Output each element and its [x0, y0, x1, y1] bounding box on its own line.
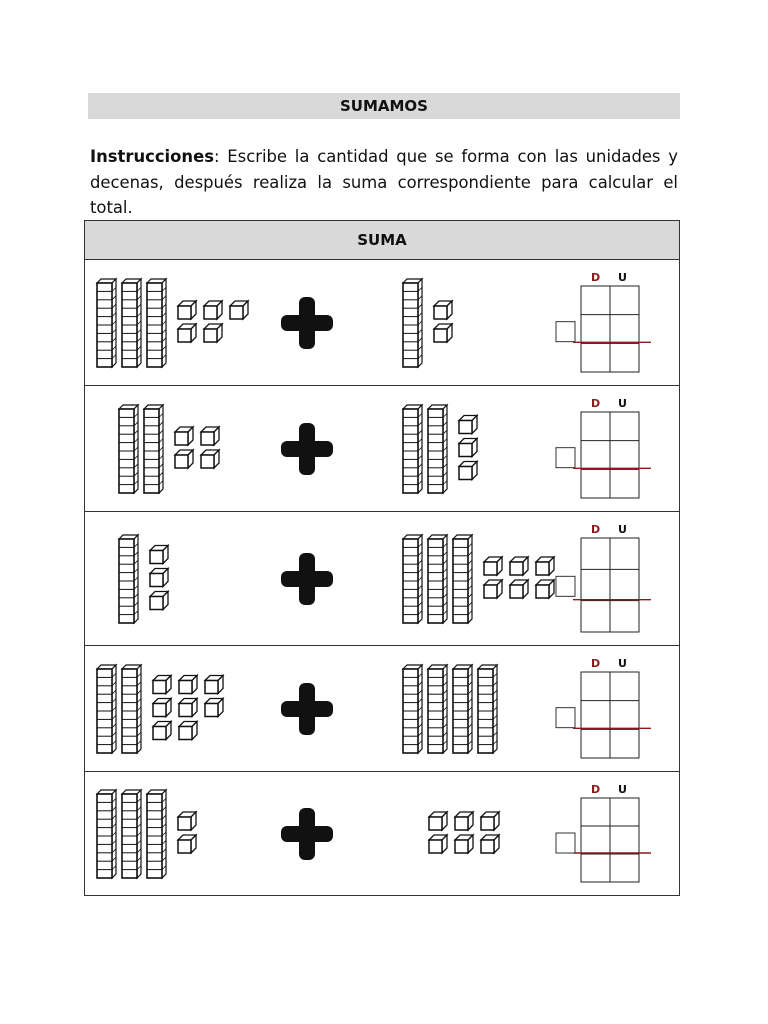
- ten-rod-block: [97, 279, 116, 367]
- plus-icon: [281, 553, 333, 605]
- unit-cube-block: [536, 580, 554, 598]
- unit-cube-block: [204, 301, 222, 319]
- unit-cube-block: [179, 722, 197, 740]
- ten-rod-block: [428, 665, 447, 753]
- answer-grid: [556, 271, 651, 372]
- ten-rod-block: [97, 665, 116, 753]
- worksheet-title: SUMAMOS: [88, 93, 680, 119]
- ten-rod-block: [403, 405, 422, 493]
- unit-cube-block: [455, 812, 473, 830]
- problem-row-3: [85, 512, 679, 646]
- ten-rod-block: [122, 665, 141, 753]
- unit-cube-block: [484, 557, 502, 575]
- unit-cube-block: [179, 676, 197, 694]
- unit-cube-block: [459, 439, 477, 457]
- units-label: U: [618, 523, 627, 536]
- unit-cube-block: [429, 812, 447, 830]
- carry-box: [556, 708, 575, 728]
- table-header: SUMA: [85, 221, 679, 260]
- unit-cube-block: [536, 557, 554, 575]
- unit-cube-block: [455, 835, 473, 853]
- ten-rod-block: [119, 535, 138, 623]
- answer-grid: [556, 657, 651, 758]
- plus-icon: [281, 423, 333, 475]
- unit-cube-block: [481, 835, 499, 853]
- unit-cube-block: [484, 580, 502, 598]
- answer-grid: [556, 523, 651, 632]
- unit-cube-block: [510, 580, 528, 598]
- addition-table: [84, 220, 680, 896]
- unit-cube-block: [178, 835, 196, 853]
- problem-1-drawing: [85, 260, 679, 386]
- carry-box: [556, 833, 575, 853]
- problem-5-drawing: [85, 772, 679, 896]
- unit-cube-block: [510, 557, 528, 575]
- problem-row-2: [85, 386, 679, 512]
- instructions: [90, 144, 678, 221]
- tens-label: D: [591, 657, 601, 670]
- answer-grid: [556, 783, 651, 882]
- unit-cube-block: [434, 324, 452, 342]
- ten-rod-block: [428, 535, 447, 623]
- unit-cube-block: [459, 462, 477, 480]
- plus-icon: [281, 808, 333, 860]
- unit-cube-block: [175, 450, 193, 468]
- unit-cube-block: [434, 301, 452, 319]
- instructions-text: : Escribe la cantidad que se forma con las unidades y decenas, después realiza la suma correspondiente para calcular el total.: [90, 147, 678, 217]
- ten-rod-block: [147, 279, 166, 367]
- unit-cube-block: [230, 301, 248, 319]
- tens-label: D: [591, 271, 601, 284]
- unit-cube-block: [153, 699, 171, 717]
- units-label: U: [618, 397, 627, 410]
- unit-cube-block: [459, 416, 477, 434]
- unit-cube-block: [153, 676, 171, 694]
- problem-row-5: [85, 772, 679, 896]
- unit-cube-block: [175, 427, 193, 445]
- ten-rod-block: [144, 405, 163, 493]
- unit-cube-block: [178, 812, 196, 830]
- unit-cube-block: [150, 592, 168, 610]
- ten-rod-block: [119, 405, 138, 493]
- problem-row-4: [85, 646, 679, 772]
- unit-cube-block: [178, 324, 196, 342]
- problem-3-drawing: [85, 512, 679, 646]
- unit-cube-block: [201, 450, 219, 468]
- unit-cube-block: [153, 722, 171, 740]
- unit-cube-block: [205, 676, 223, 694]
- instructions-label: Instrucciones: [90, 147, 214, 166]
- unit-cube-block: [201, 427, 219, 445]
- unit-cube-block: [204, 324, 222, 342]
- plus-icon: [281, 297, 333, 349]
- ten-rod-block: [147, 790, 166, 878]
- unit-cube-block: [481, 812, 499, 830]
- tens-label: D: [591, 523, 601, 536]
- ten-rod-block: [453, 665, 472, 753]
- unit-cube-block: [179, 699, 197, 717]
- ten-rod-block: [403, 535, 422, 623]
- ten-rod-block: [478, 665, 497, 753]
- units-label: U: [618, 783, 627, 796]
- unit-cube-block: [150, 569, 168, 587]
- problem-row-1: [85, 260, 679, 386]
- unit-cube-block: [205, 699, 223, 717]
- ten-rod-block: [97, 790, 116, 878]
- ten-rod-block: [122, 790, 141, 878]
- problem-2-drawing: [85, 386, 679, 512]
- tens-label: D: [591, 397, 601, 410]
- plus-icon: [281, 683, 333, 735]
- unit-cube-block: [429, 835, 447, 853]
- ten-rod-block: [403, 279, 422, 367]
- ten-rod-block: [453, 535, 472, 623]
- carry-box: [556, 448, 575, 468]
- ten-rod-block: [122, 279, 141, 367]
- answer-grid: [556, 397, 651, 498]
- tens-label: D: [591, 783, 601, 796]
- ten-rod-block: [428, 405, 447, 493]
- carry-box: [556, 322, 575, 342]
- unit-cube-block: [150, 546, 168, 564]
- ten-rod-block: [403, 665, 422, 753]
- units-label: U: [618, 271, 627, 284]
- problem-4-drawing: [85, 646, 679, 772]
- units-label: U: [618, 657, 627, 670]
- carry-box: [556, 576, 575, 596]
- unit-cube-block: [178, 301, 196, 319]
